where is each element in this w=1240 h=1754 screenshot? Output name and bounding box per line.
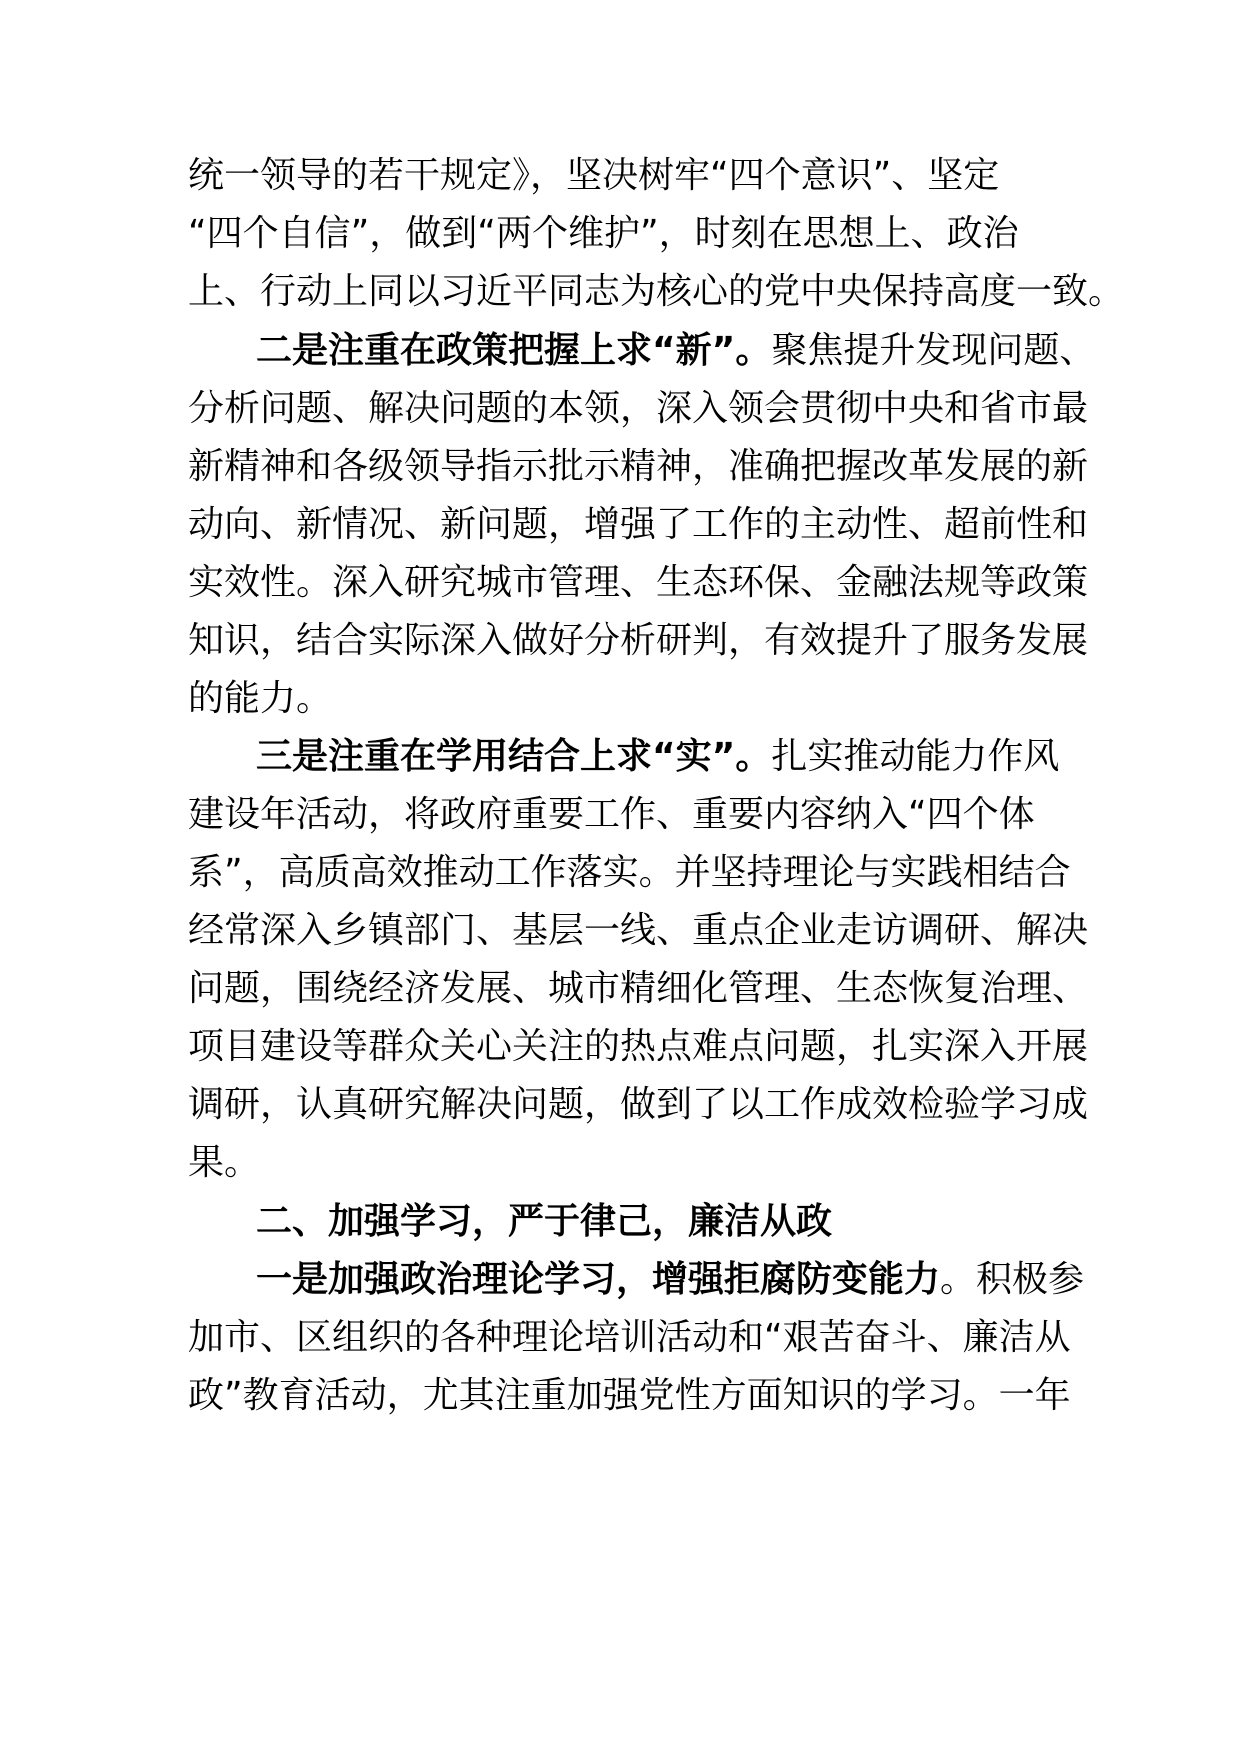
line-text: 统一领导的若干规定》，坚决树牢“四个意识”、坚定 — [188, 155, 1000, 196]
line-text: 上、行动上同以习近平同志为核心的党中央保持高度一致。 — [188, 271, 1125, 312]
line-text: 经常深入乡镇部门、基层一线、重点企业走访调研、解决 — [188, 910, 1089, 951]
text-line — [188, 1014, 1089, 1080]
line-text: 果。 — [188, 1142, 261, 1183]
line-text: 的能力。 — [188, 678, 333, 719]
paragraph-first-line — [256, 1247, 1085, 1313]
line-text: 知识，结合实际深入做好分析研判，有效提升了服务发展 — [188, 620, 1089, 661]
paragraph-first-line — [256, 724, 1058, 790]
line-text: 。积极参 — [940, 1259, 1085, 1300]
line-text: 扎实推动能力作风 — [771, 736, 1060, 777]
text-line — [188, 550, 1089, 616]
line-text: 聚焦提升发现问题、 — [771, 330, 1096, 371]
line-text: 加市、区组织的各种理论培训活动和“艰苦奋斗、廉洁从 — [188, 1317, 1071, 1358]
paragraph-first-line — [256, 318, 1096, 384]
line-text: 分析问题、解决问题的本领，深入领会贯彻中央和省市最 — [188, 388, 1089, 429]
line-text: 实效性。深入研究城市管理、生态环保、金融法规等政策 — [188, 562, 1089, 603]
paragraph-heading: 三是注重在学用结合上求“实”。 — [256, 736, 772, 777]
section-heading-text: 二、加强学习，严于律己，廉洁从政 — [256, 1201, 833, 1242]
text-line — [188, 376, 1089, 442]
text-line — [188, 259, 1125, 325]
line-text: 项目建设等群众关心关注的热点难点问题，扎实深入开展 — [188, 1026, 1089, 1067]
text-line — [188, 143, 1058, 209]
text-line — [188, 666, 1058, 732]
text-line — [188, 1363, 1071, 1429]
text-line — [188, 492, 1089, 558]
text-line — [188, 608, 1089, 674]
paragraph-heading: 二是注重在政策把握上求“新”。 — [256, 330, 772, 371]
paragraph-heading: 一是加强政治理论学习，增强拒腐防变能力 — [256, 1259, 941, 1300]
text-line — [188, 840, 1071, 906]
text-line — [188, 434, 1089, 500]
text-line — [188, 1072, 1089, 1138]
line-text: 问题，围绕经济发展、城市精细化管理、生态恢复治理、 — [188, 968, 1089, 1009]
text-line — [188, 956, 1089, 1022]
line-text: 建设年活动，将政府重要工作、重要内容纳入“四个体 — [188, 794, 1035, 835]
line-text: 调研，认真研究解决问题，做到了以工作成效检验学习成 — [188, 1084, 1089, 1125]
section-heading — [256, 1189, 1058, 1255]
text-line — [188, 1305, 1071, 1371]
text-line — [188, 201, 1058, 267]
text-line — [188, 1130, 1058, 1196]
line-text: “四个自信”，做到“两个维护”，时刻在思想上、政治 — [188, 213, 1019, 254]
text-line — [188, 782, 1058, 848]
line-text: 政”教育活动，尤其注重加强党性方面知识的学习。一年 — [188, 1375, 1071, 1416]
line-text: 系”，高质高效推动工作落实。并坚持理论与实践相结合 — [188, 852, 1071, 893]
text-line — [188, 898, 1089, 964]
line-text: 新精神和各级领导指示批示精神，准确把握改革发展的新 — [188, 446, 1089, 487]
line-text: 动向、新情况、新问题，增强了工作的主动性、超前性和 — [188, 504, 1089, 545]
